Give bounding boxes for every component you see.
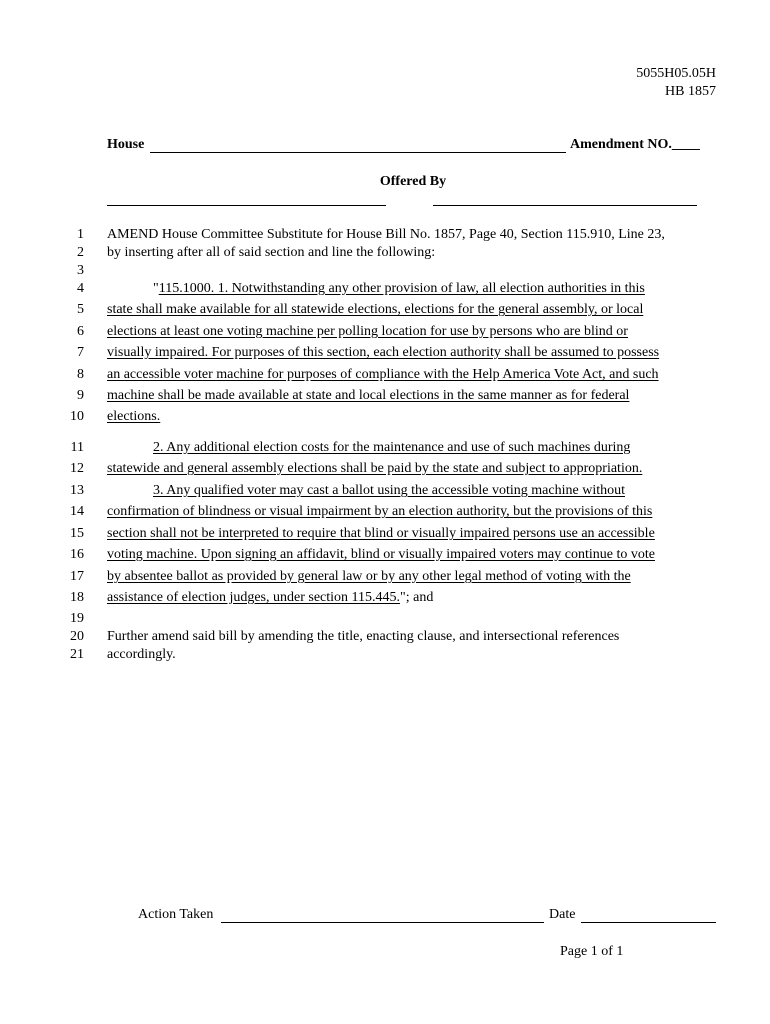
instruction-text: by inserting after all of said section and line the following: [107,245,436,260]
inserted-text: 3. Any qualified voter may cast a ballot using the accessible voting machine without [153,483,625,498]
line-number: 17 [70,569,84,584]
line-text [107,302,643,318]
inserted-text: machine shall be made available at state and local elections in the same manner as for federal [107,388,630,403]
instruction-text: "; and [400,590,434,605]
page-number: Page 1 of 1 [560,944,624,959]
instruction-text: AMEND House Committee Substitute for House Bill No. 1857, Page 40, Section 115.910, Line 23, [107,227,665,242]
instruction-text: " [153,281,159,296]
line-text [153,281,645,297]
inserted-text: confirmation of blindness or visual impairment by an election authority, but the provisions of this [107,504,653,519]
line-text [107,461,642,477]
line-text [107,324,628,340]
inserted-text: statewide and general assembly elections shall be paid by the state and subject to appropriation. [107,461,643,476]
inserted-text: elections. [107,409,161,424]
line-text [107,245,435,261]
line-text [107,629,619,645]
date-label: Date [549,907,576,922]
offered-by-signature-line-right [433,205,697,206]
line-number: 1 [77,227,84,242]
action-taken-line [221,922,544,923]
inserted-text: visually impaired. For purposes of this section, each election authority shall be assumed to possess [107,345,660,360]
line-text [107,590,433,606]
line-number: 13 [70,483,84,498]
inserted-text: elections at least one voting machine per polling location for use by persons who are blind or [107,324,628,339]
line-text [107,547,655,563]
inserted-text: 115.1000. 1. Notwithstanding any other provision of law, all election authorities in this [158,281,645,296]
line-number: 21 [70,647,84,662]
line-number: 5 [77,302,84,317]
line-text [107,569,631,585]
line-text [153,440,630,456]
line-number: 19 [70,611,84,626]
line-number: 16 [70,547,84,562]
line-text [107,345,659,361]
house-label: House [107,137,145,152]
line-number: 7 [77,345,84,360]
bill-number: HB 1857 [665,84,716,99]
line-number: 3 [77,263,84,278]
line-number: 15 [70,526,84,541]
line-number: 18 [70,590,84,605]
house-blank-line [150,152,566,153]
line-number: 9 [77,388,84,403]
instruction-text: Further amend said bill by amending the title, enacting clause, and intersectional references [107,629,620,644]
inserted-text: state shall make available for all statewide elections, elections for the general assembly, or local [107,302,644,317]
line-number: 12 [70,461,84,476]
line-text [107,504,652,520]
inserted-text: voting machine. Upon signing an affidavit, blind or visually impaired voters may continue to vote [107,547,655,562]
date-line [581,922,716,923]
inserted-text: section shall not be interpreted to require that blind or visually impaired persons use an accessible [107,526,655,541]
instruction-text: accordingly. [107,647,176,662]
line-text [153,483,625,499]
offered-by-label: Offered By [379,174,447,189]
line-number: 20 [70,629,84,644]
line-text [107,227,665,243]
line-number: 11 [70,440,84,455]
line-text [107,367,659,383]
line-number: 8 [77,367,84,382]
offered-by-signature-line-left [107,205,386,206]
inserted-text: assistance of election judges, under section 115.445. [107,590,401,605]
line-text [107,526,655,542]
line-number: 14 [70,504,84,519]
inserted-text: 2. Any additional election costs for the maintenance and use of such machines during [153,440,631,455]
inserted-text: by absentee ballot as provided by general law or by any other legal method of voting with the [107,569,631,584]
line-number: 4 [77,281,84,296]
action-taken-label: Action Taken [138,907,214,922]
line-number: 2 [77,245,84,260]
line-text [107,409,160,425]
line-number: 10 [70,409,84,424]
document-code: 5055H05.05H [636,66,716,81]
line-text [107,388,629,404]
line-text [107,647,176,663]
line-number: 6 [77,324,84,339]
inserted-text: an accessible voter machine for purposes of compliance with the Help America Vote Act, and such [107,367,659,382]
amendment-number-label: Amendment NO.____ [570,137,700,152]
